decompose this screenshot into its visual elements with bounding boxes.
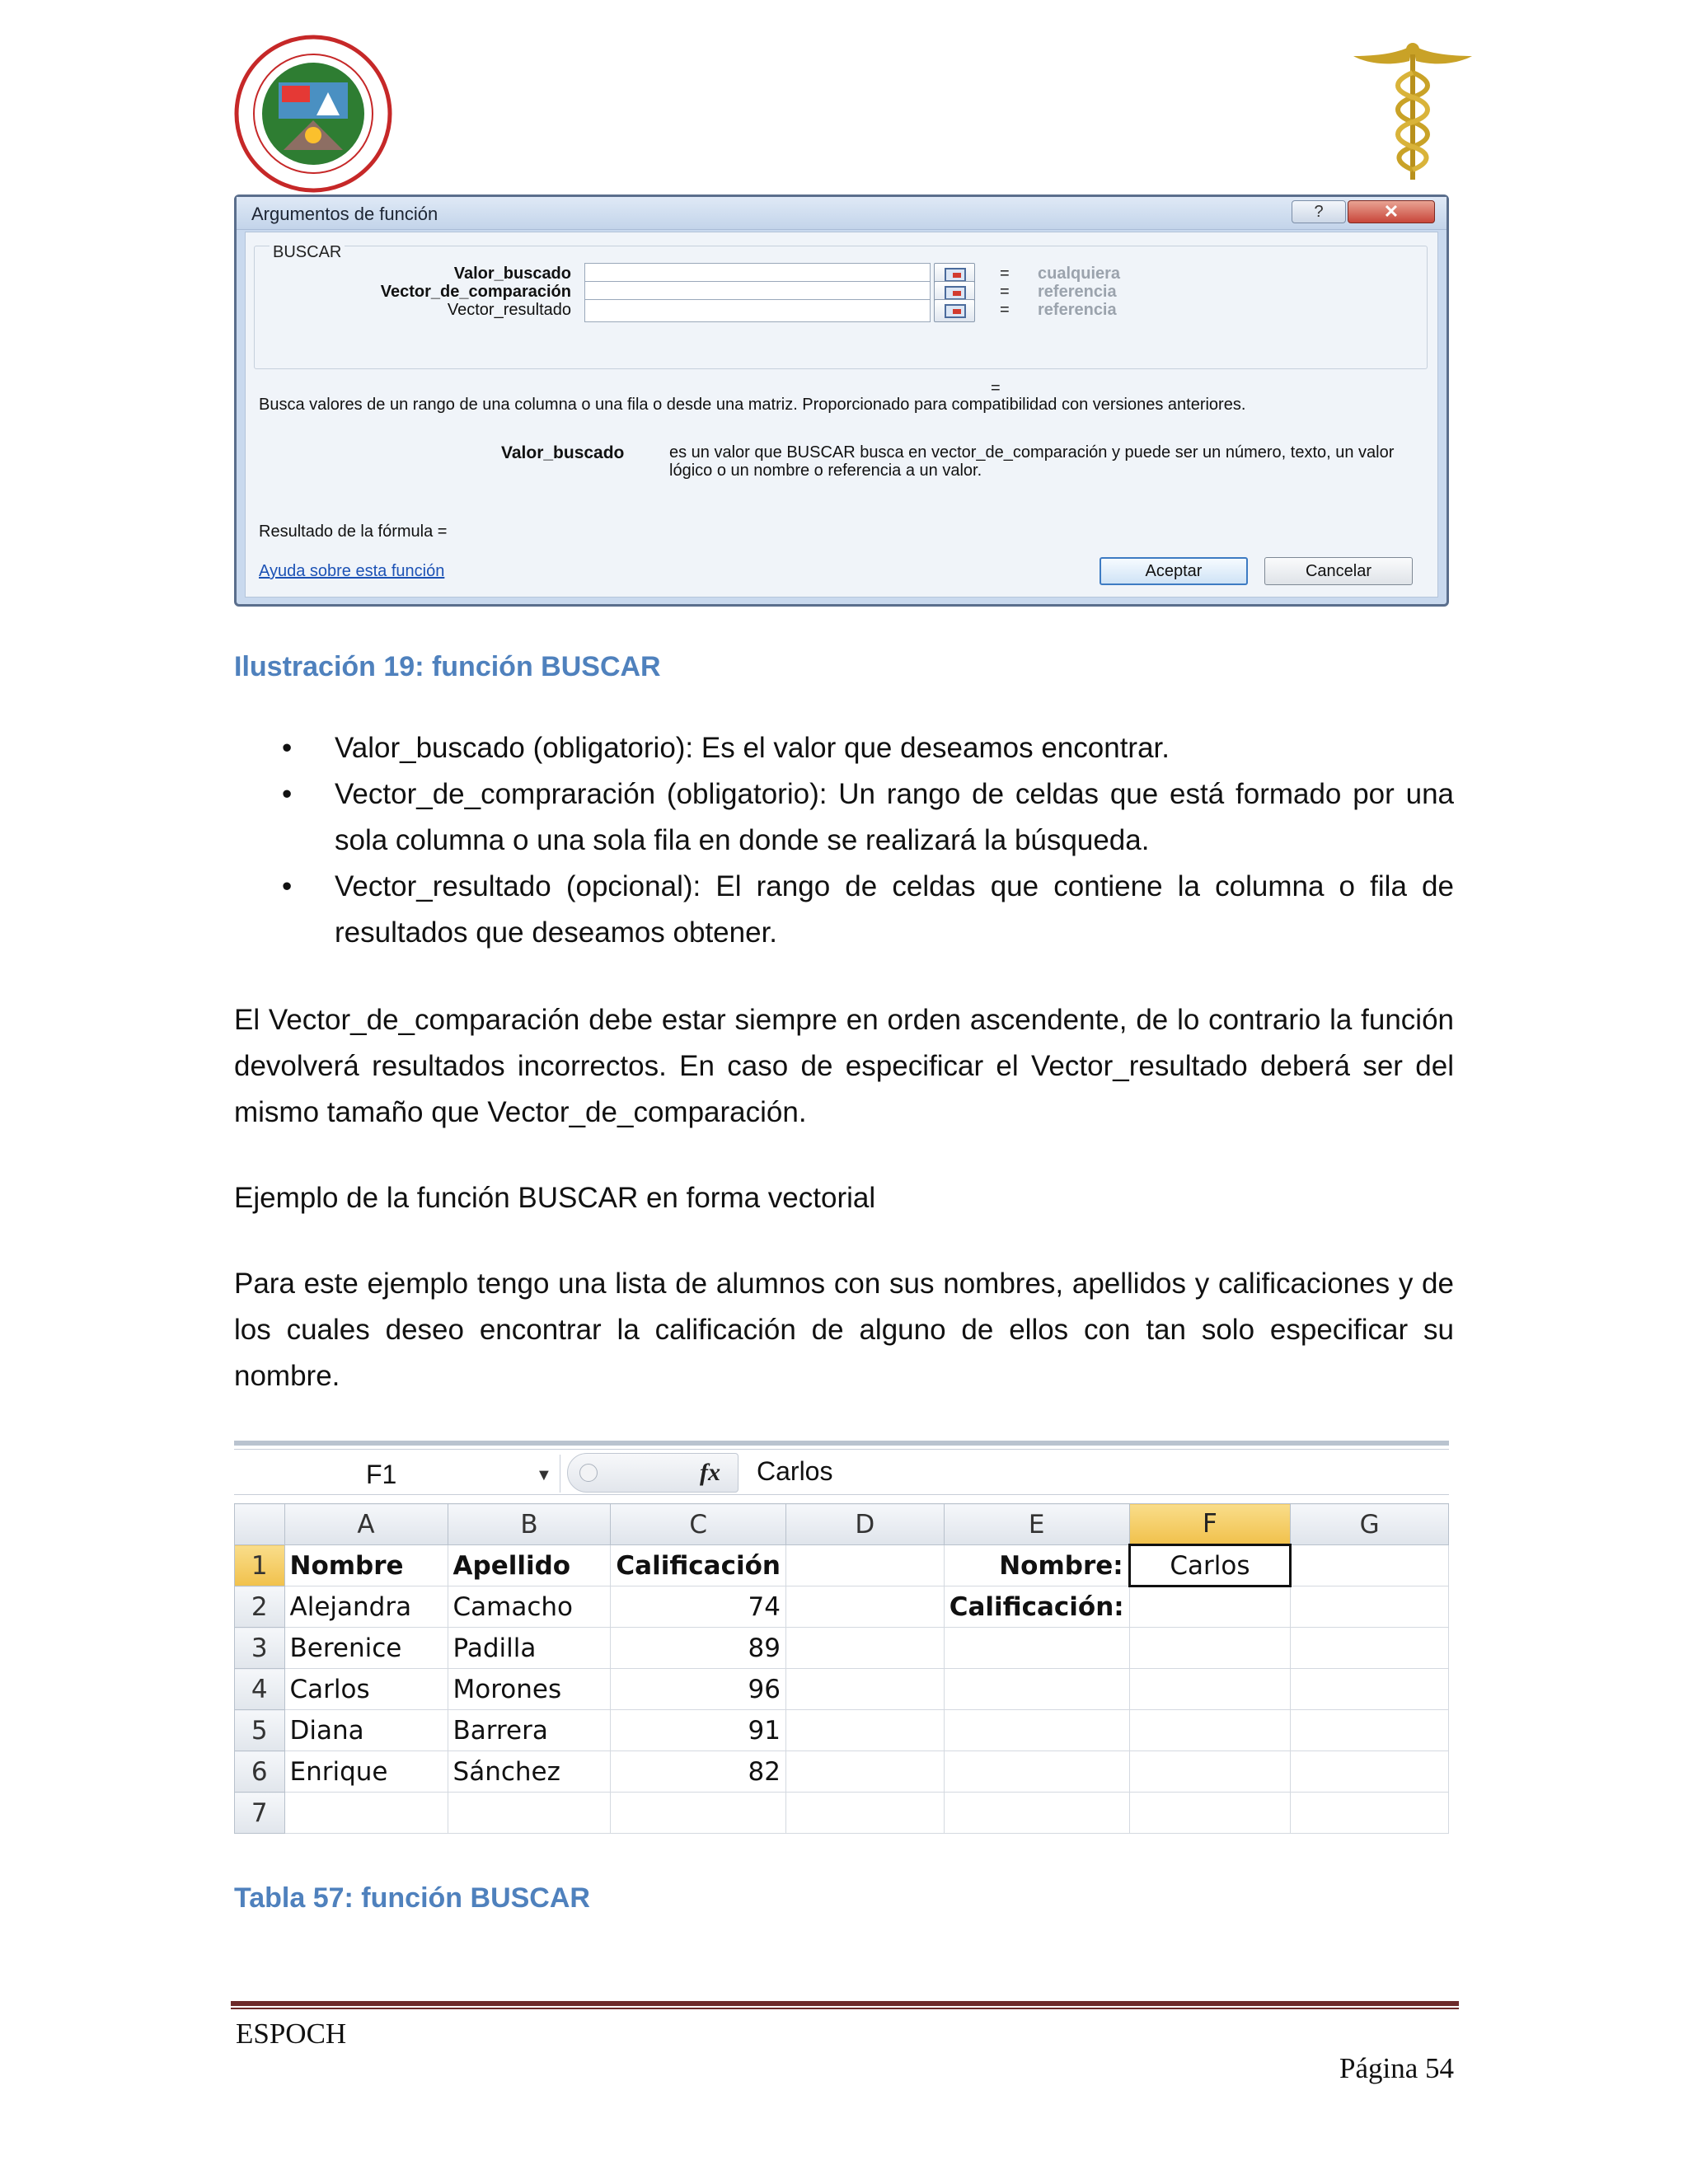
cell[interactable] [448, 1793, 611, 1834]
cell[interactable]: Barrera [448, 1710, 611, 1751]
list-item-text: Valor_buscado (obligatorio): Es el valor que deseamos encontrar. [335, 732, 1170, 764]
cell[interactable] [1129, 1751, 1291, 1793]
list-item-text: Vector_resultado (opcional): El rango de celdas que contiene la columna o fila de resultados que deseamos obtener. [335, 870, 1454, 949]
cell[interactable]: Nombre: [944, 1545, 1129, 1586]
arg-type: cualquiera [1038, 265, 1121, 283]
cell[interactable]: Diana [284, 1710, 448, 1751]
help-button[interactable]: ? [1292, 200, 1346, 223]
cell[interactable] [785, 1710, 944, 1751]
caduceus-icon [1350, 40, 1475, 186]
current-arg-name: Valor_buscado [501, 443, 625, 462]
formula-bar [234, 1449, 1449, 1495]
equals-sign: = [1000, 283, 1010, 301]
arg-label-vector-resultado: Vector_resultado [447, 301, 571, 319]
list-item-text: Vector_de_compraración (obligatorio): Un rango de celdas que está formado por una sola columna o una sola fila en donde se realizará la búsqueda. [335, 778, 1454, 856]
paragraph: Para este ejemplo tengo una lista de alumnos con sus nombres, apellidos y calificaciones y de los cuales deseo encontrar la calificación de alguno de ellos con tan solo especificar su nombre. [234, 1268, 1454, 1392]
table-row [235, 1545, 1449, 1586]
cell[interactable] [1291, 1669, 1449, 1710]
cell[interactable]: 96 [611, 1669, 786, 1710]
cell[interactable] [1291, 1793, 1449, 1834]
cell[interactable] [1129, 1710, 1291, 1751]
bullet-icon: • [282, 732, 293, 764]
cell[interactable]: Carlos [284, 1669, 448, 1710]
cell[interactable]: Apellido [448, 1545, 611, 1586]
range-select-icon [945, 268, 966, 282]
row-header-active[interactable]: 1 [235, 1545, 285, 1586]
cell[interactable] [1291, 1751, 1449, 1793]
table-row [235, 1628, 1449, 1669]
footer-rule [231, 2008, 1459, 2009]
bullet-icon: • [282, 778, 293, 810]
cell[interactable]: 74 [611, 1586, 786, 1628]
cell[interactable]: Calificación: [944, 1586, 1129, 1628]
table-row [235, 1586, 1449, 1628]
list-item [234, 771, 1454, 864]
arg-type: referencia [1038, 301, 1117, 319]
result-equals-sign: = [991, 379, 1001, 397]
row-header[interactable]: 2 [235, 1586, 285, 1628]
vector-resultado-input[interactable] [584, 299, 931, 322]
range-select-icon [945, 286, 966, 300]
ribbon-edge [234, 1441, 1449, 1446]
cell[interactable] [1291, 1710, 1449, 1751]
function-description: Busca valores de un rango de una columna o una fila o desde una matriz. Proporcionado para compatibilidad con versiones anteriores. [259, 396, 1246, 414]
cell[interactable] [1129, 1669, 1291, 1710]
cell[interactable]: 91 [611, 1710, 786, 1751]
spreadsheet-screenshot [234, 1441, 1449, 1836]
close-button[interactable]: ✕ [1348, 200, 1435, 223]
cell[interactable]: Alejandra [284, 1586, 448, 1628]
cell[interactable] [944, 1751, 1129, 1793]
table-row [235, 1751, 1449, 1793]
table-row [235, 1793, 1449, 1834]
cell[interactable]: Berenice [284, 1628, 448, 1669]
selected-cell[interactable]: Carlos [1129, 1545, 1291, 1586]
function-arguments-dialog [234, 194, 1449, 607]
column-header[interactable]: C [611, 1504, 786, 1545]
paragraph: Ejemplo de la función BUSCAR en forma vectorial [234, 1182, 876, 1214]
cell[interactable]: Nombre [284, 1545, 448, 1586]
current-arg-description: es un valor que BUSCAR busca en vector_de_comparación y puede ser un número, texto, un valor lógico o un nombre o referencia a un valor. [669, 443, 1395, 480]
row-header[interactable]: 7 [235, 1793, 285, 1834]
name-box-value: F1 [366, 1460, 397, 1489]
dialog-body [245, 232, 1438, 598]
arg-label-vector-comparacion: Vector_de_comparación [380, 283, 571, 301]
row-header[interactable]: 6 [235, 1751, 285, 1793]
cell[interactable] [785, 1751, 944, 1793]
cancel-button[interactable]: Cancelar [1264, 557, 1413, 585]
cell[interactable] [1129, 1793, 1291, 1834]
cell[interactable]: Sánchez [448, 1751, 611, 1793]
function-args-group [254, 243, 1428, 369]
arg-label-valor-buscado: Valor_buscado [453, 265, 571, 283]
cell[interactable] [785, 1669, 944, 1710]
column-header[interactable]: B [448, 1504, 611, 1545]
column-header[interactable]: D [785, 1504, 944, 1545]
collapse-dialog-button[interactable] [934, 299, 975, 322]
cell[interactable]: Morones [448, 1669, 611, 1710]
cell[interactable]: Padilla [448, 1628, 611, 1669]
table-row [235, 1669, 1449, 1710]
equals-sign: = [1000, 301, 1010, 319]
function-help-link[interactable]: Ayuda sobre esta función [259, 562, 445, 580]
resize-handle[interactable] [579, 1464, 598, 1482]
cell[interactable] [1291, 1545, 1449, 1586]
row-header[interactable]: 3 [235, 1628, 285, 1669]
formula-buttons [567, 1453, 738, 1493]
cell[interactable] [1129, 1586, 1291, 1628]
bullet-list [234, 725, 1454, 956]
cell[interactable] [1129, 1628, 1291, 1669]
cell-grid [234, 1503, 1449, 1834]
column-header[interactable]: A [284, 1504, 448, 1545]
espoch-seal-logo [234, 35, 392, 193]
insert-function-icon[interactable]: fx [700, 1459, 720, 1486]
cell[interactable] [785, 1545, 944, 1586]
formula-input[interactable]: Carlos [757, 1456, 833, 1486]
footer-institution: ESPOCH [236, 2018, 347, 2050]
cell[interactable]: 89 [611, 1628, 786, 1669]
column-header-row [235, 1504, 1449, 1545]
table-caption: Tabla 57: función BUSCAR [234, 1882, 590, 1914]
ok-button[interactable]: Aceptar [1100, 557, 1248, 585]
table-row [235, 1710, 1449, 1751]
cell[interactable] [284, 1793, 448, 1834]
cell[interactable] [944, 1628, 1129, 1669]
select-all-corner[interactable] [235, 1504, 285, 1545]
name-box[interactable] [234, 1455, 560, 1493]
range-select-icon [945, 304, 966, 318]
cell[interactable] [785, 1793, 944, 1834]
chevron-down-icon[interactable]: ▼ [536, 1466, 552, 1484]
cell[interactable]: 82 [611, 1751, 786, 1793]
cell[interactable] [944, 1669, 1129, 1710]
dialog-titlebar [237, 197, 1447, 230]
formula-result-label: Resultado de la fórmula = [259, 523, 448, 541]
arg-type: referencia [1038, 283, 1117, 301]
cell[interactable]: Calificación [611, 1545, 786, 1586]
paragraph: El Vector_de_comparación debe estar siempre en orden ascendente, de lo contrario la función devolverá resultados incorrectos. En caso de especificar el Vector_resultado deberá ser del mismo tamaño que Vector_de_comparación. [234, 1004, 1454, 1128]
column-header-active[interactable]: F [1129, 1504, 1291, 1545]
footer-rule [231, 2001, 1459, 2006]
function-name: BUSCAR [270, 243, 345, 262]
cell[interactable]: Camacho [448, 1586, 611, 1628]
column-header[interactable]: G [1291, 1504, 1449, 1545]
cell[interactable]: Enrique [284, 1751, 448, 1793]
list-item [234, 864, 1454, 956]
cell[interactable] [785, 1586, 944, 1628]
cell[interactable] [944, 1710, 1129, 1751]
dialog-title: Argumentos de función [251, 204, 438, 224]
equals-sign: = [1000, 265, 1010, 283]
cell[interactable] [785, 1628, 944, 1669]
bullet-icon: • [282, 870, 293, 902]
row-header[interactable]: 4 [235, 1669, 285, 1710]
list-item [234, 725, 1454, 771]
cell[interactable] [944, 1793, 1129, 1834]
figure-caption: Ilustración 19: función BUSCAR [234, 651, 661, 682]
column-header[interactable]: E [944, 1504, 1129, 1545]
row-header[interactable]: 5 [235, 1710, 285, 1751]
cell[interactable] [611, 1793, 786, 1834]
cell[interactable] [1291, 1628, 1449, 1669]
cell[interactable] [1291, 1586, 1449, 1628]
page-number: Página 54 [1339, 2052, 1454, 2084]
